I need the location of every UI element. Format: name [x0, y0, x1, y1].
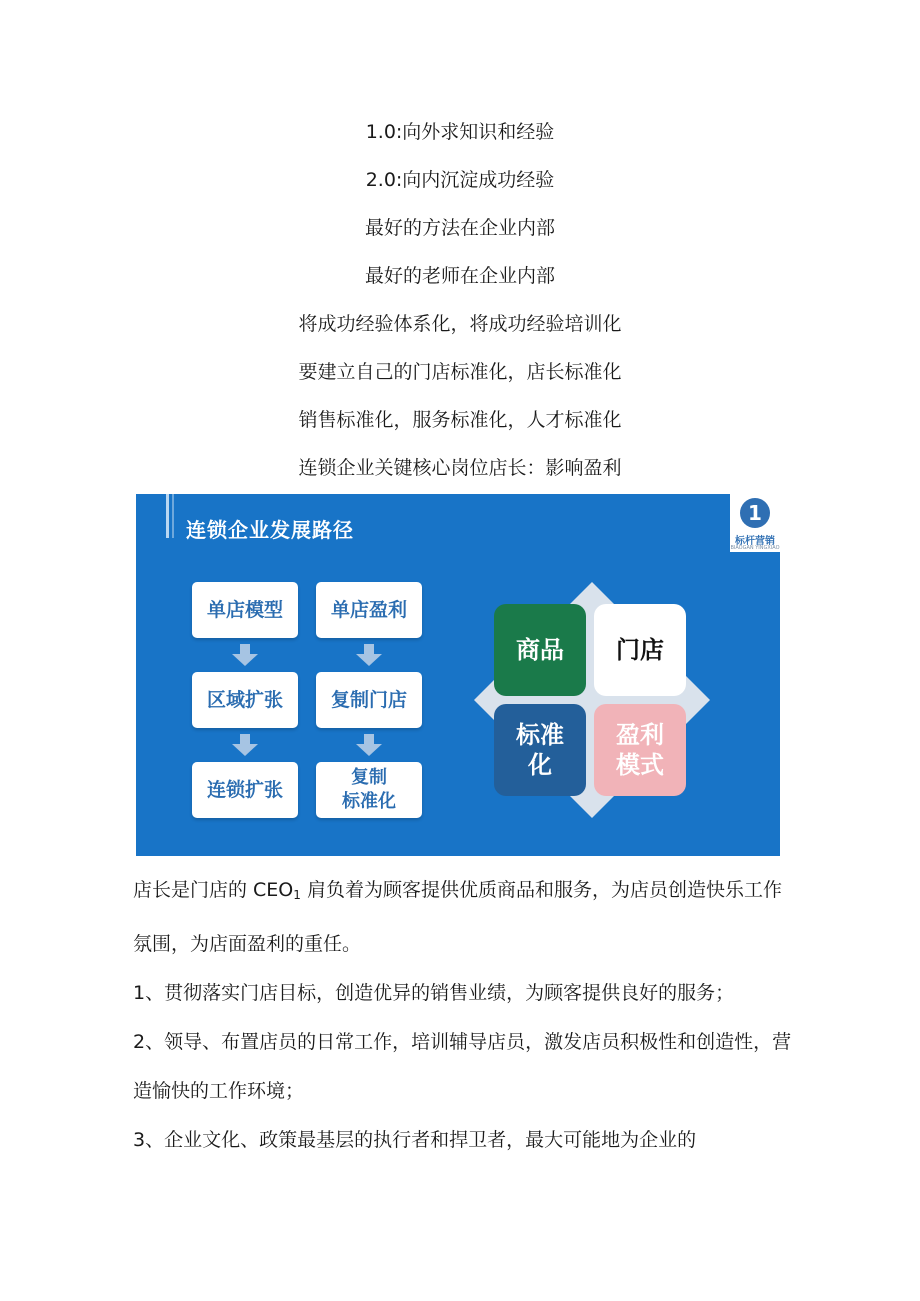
flow-step: 单店盈利: [316, 582, 422, 638]
quadrant-store: 门店: [594, 604, 686, 696]
list-item: 2、领导、布置店员的日常工作，培训辅导店员，激发店员积极性和创造性，营造愉快的工作环境；: [133, 1031, 792, 1102]
quadrant-goods: 商品: [494, 604, 586, 696]
flow-step: 单店模型: [192, 582, 298, 638]
intro-paragraph: [133, 866, 793, 969]
heading-line: 连锁企业关键核心岗位店长：影响盈利: [298, 457, 622, 479]
intro-text-rest: 肩负着为顾客提供优质商品和服务，为店员创造快乐工作氛围，为店面盈利的重任。: [133, 879, 782, 955]
down-arrow-icon: [356, 644, 382, 668]
flow-step: 复制门店: [316, 672, 422, 728]
quadrant-diagram: [474, 582, 710, 818]
logo-name: 标杆营销: [735, 536, 775, 547]
heading-line: 最好的老师在企业内部: [364, 265, 555, 287]
quadrant-standardization: 标准 化: [494, 704, 586, 796]
down-arrow-icon: [232, 644, 258, 668]
heading-line: 最好的方法在企业内部: [364, 217, 555, 239]
flow-step: 复制 标准化: [316, 762, 422, 818]
slide-title: 连锁企业发展路径: [186, 518, 354, 542]
list-item: 1、贯彻落实门店目标，创造优异的销售业绩，为顾客提供良好的服务；: [133, 982, 735, 1004]
title-accent-bar: [172, 494, 174, 538]
flow-step: 区域扩张: [192, 672, 298, 728]
down-arrow-icon: [232, 734, 258, 758]
title-accent-bar: [166, 494, 169, 538]
intro-subscript: 1: [293, 888, 301, 902]
heading-line: 1.0:向外求知识和经验: [365, 121, 555, 143]
centered-headings: [0, 112, 920, 496]
brand-logo: [730, 494, 780, 552]
heading-line: 2.0:向内沉淀成功经验: [365, 169, 555, 191]
heading-line: 将成功经验体系化，将成功经验培训化: [298, 313, 622, 335]
down-arrow-icon: [356, 734, 382, 758]
heading-line: 要建立自己的门店标准化，店长标准化: [298, 361, 622, 383]
flow-step: 连锁扩张: [192, 762, 298, 818]
logo-subtitle: BIAOGAN YINGXIAO: [730, 545, 780, 551]
intro-text: 店长是门店的 CEO: [133, 879, 294, 901]
list-item: 3、企业文化、政策最基层的执行者和捍卫者，最大可能地为企业的: [133, 1129, 697, 1151]
heading-line: 销售标准化，服务标准化，人才标准化: [298, 409, 622, 431]
logo-mark-icon: 1: [740, 498, 770, 528]
development-path-slide: [136, 494, 780, 856]
body-text: [133, 866, 793, 1165]
quadrant-profit-model: 盈利 模式: [594, 704, 686, 796]
